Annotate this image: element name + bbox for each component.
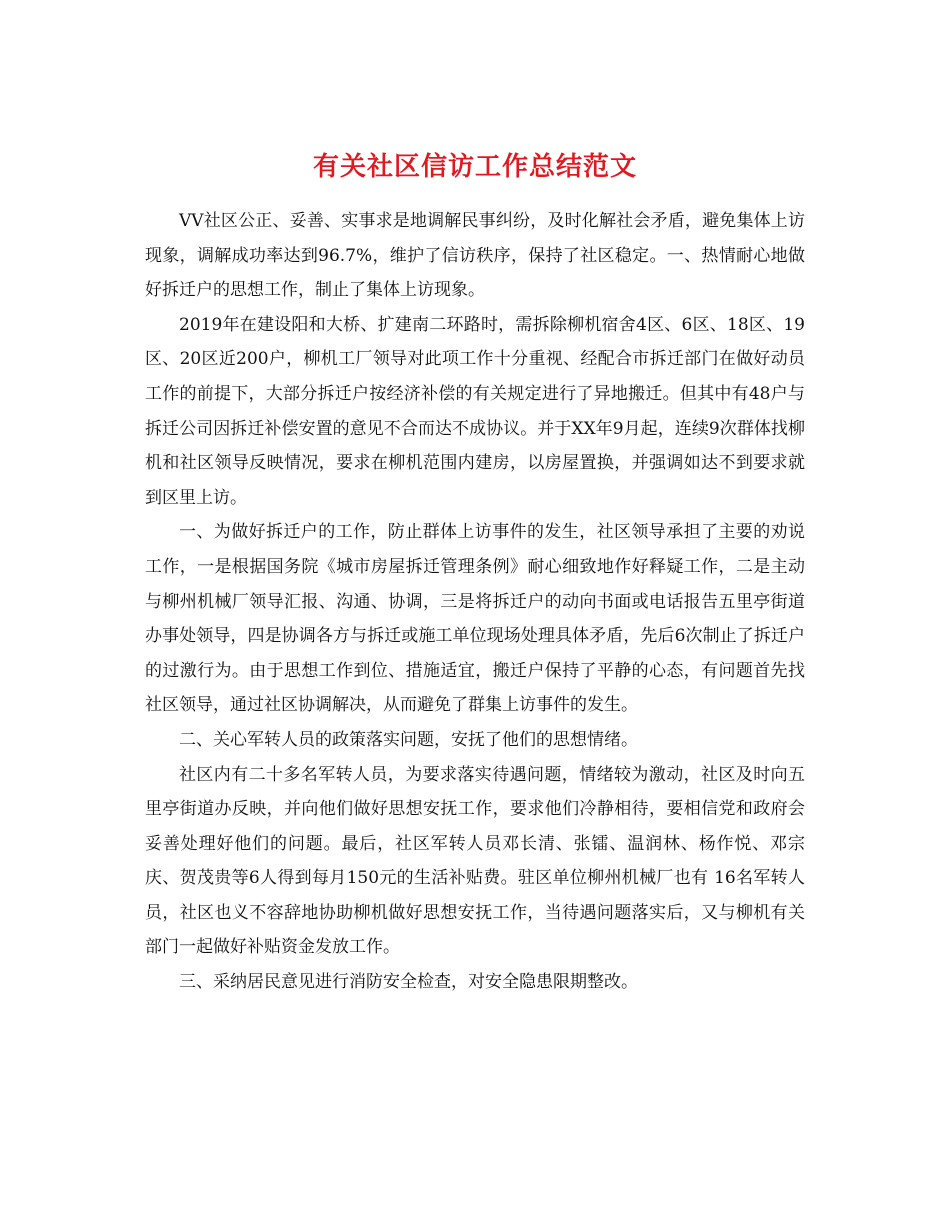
paragraph-1: VV社区公正、妥善、实事求是地调解民事纠纷，及时化解社会矛盾，避免集体上访现象，调解成功率达到96.7%，维护了信访秩序，保持了社区稳定。一、热情耐心地做好拆迁户的思想工作，制止了集体上访现象。 [145,211,805,301]
paragraph-3: 一、为做好拆迁户的工作，防止群体上访事件的发生，社区领导承担了主要的劝说工作，一是根据国务院《城市房屋拆迁管理条例》耐心细致地作好释疑工作，二是主动与柳州机械厂领导汇报、沟通、协调，三是将拆迁户的动向书面或电话报告五里亭街道办事处领导，四是协调各方与拆迁或施工单位现场处理具体矛盾，先后6次制止了拆迁户的过激行为。由于思想工作到位、措施适宜，搬迁户保持了平静的心态，有问题首先找社区领导，通过社区协调解决，从而避免了群集上访事件的发生。 [145,522,805,716]
document-body [145,204,805,1000]
document-title: 有关社区信访工作总结范文 [312,152,637,183]
paragraph-6: 三、采纳居民意见进行消防安全检查，对安全隐患限期整改。 [179,972,638,993]
paragraph-5: 社区内有二十多名军转人员，为要求落实待遇问题，情绪较为激动，社区及时向五里亭街道办反映，并向他们做好思想安抚工作，要求他们冷静相待，要相信党和政府会妥善处理好他们的问题。最后，社区军转人员邓长清、张镭、温润林、杨作悦、邓宗庆、贺茂贵等6人得到每月150元的生活补贴费。驻区单位柳州机械厂也有 16名军转人员，社区也义不容辞地协助柳机做好思想安抚工作，当待遇问题落实后，又与柳机有关部门一起做好补贴资金发放工作。 [145,764,805,958]
paragraph-2: 2019年在建设阳和大桥、扩建南二环路时，需拆除柳机宿舍4区、6区、18区、19区、20区近200户，柳机工厂领导对此项工作十分重视、经配合市拆迁部门在做好动员工作的前提下，大部分拆迁户按经济补偿的有关规定进行了异地搬迁。但其中有48户与拆迁公司因拆迁补偿安置的意见不合而达不成协议。并于XX年9月起，连续9次群体找柳机和社区领导反映情况，要求在柳机范围内建房，以房屋置换，并强调如达不到要求就到区里上访。 [145,314,805,508]
paragraph-4: 二、关心军转人员的政策落实问题，安抚了他们的思想情绪。 [179,729,638,750]
